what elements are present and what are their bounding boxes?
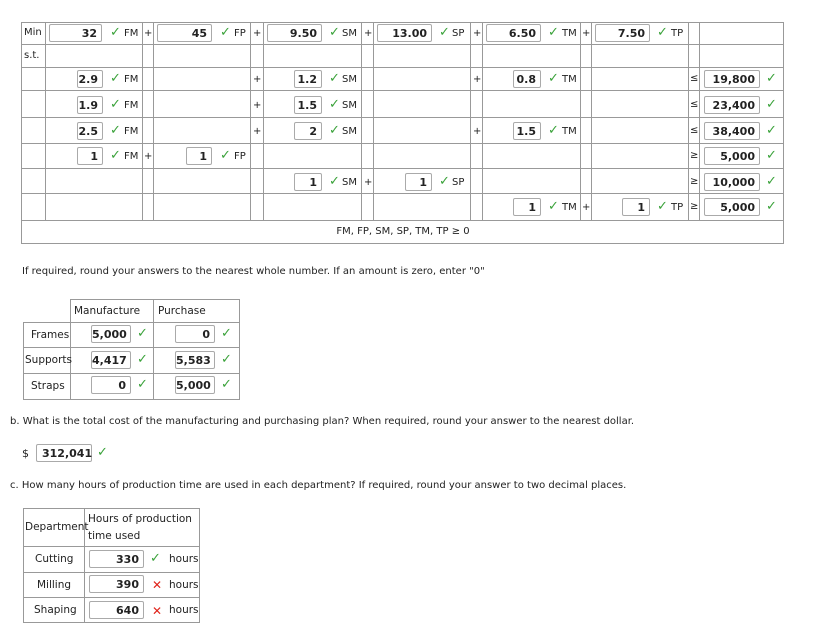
- check-icon: ✓: [150, 551, 161, 566]
- var-label: SM: [342, 100, 357, 111]
- header-purchase: Purchase: [158, 305, 206, 317]
- check-icon: ✓: [548, 123, 559, 138]
- divider: [470, 22, 471, 220]
- divider: [580, 22, 581, 220]
- c4-fm-coef[interactable]: 1: [77, 147, 103, 165]
- check-icon: ✓: [766, 199, 777, 214]
- check-icon: ✓: [329, 71, 340, 86]
- relation-sign: ≤: [690, 73, 699, 84]
- check-icon: ✓: [137, 377, 148, 392]
- c2-fm-coef[interactable]: 1.9: [77, 96, 103, 114]
- check-icon: ✓: [110, 148, 121, 163]
- divider: [45, 22, 46, 220]
- row-label-frames: Frames: [31, 329, 70, 341]
- shaping-hours-input[interactable]: 640: [89, 601, 144, 619]
- x-icon: ✕: [152, 604, 163, 618]
- header-manufacture: Manufacture: [74, 305, 141, 317]
- c5-sp-coef[interactable]: 1: [405, 173, 432, 191]
- divider: [688, 22, 689, 220]
- straps-purchase-input[interactable]: 5,000: [175, 376, 215, 394]
- var-label: SM: [342, 28, 357, 39]
- divider: [21, 117, 784, 118]
- row-label-cutting: Cutting: [35, 553, 74, 565]
- obj-coef-sm[interactable]: 9.50: [267, 24, 322, 42]
- check-icon: ✓: [548, 25, 559, 40]
- var-label: FP: [234, 151, 246, 162]
- check-icon: ✓: [220, 25, 231, 40]
- frames-manufacture-input[interactable]: 5,000: [91, 325, 131, 343]
- check-icon: ✓: [221, 377, 232, 392]
- c6-tp-coef[interactable]: 1: [622, 198, 650, 216]
- divider: [23, 373, 240, 374]
- var-label: SM: [342, 126, 357, 137]
- var-label: SM: [342, 177, 357, 188]
- unit-label: hours: [169, 553, 199, 565]
- divider: [21, 193, 784, 194]
- supports-purchase-input[interactable]: 5,583: [175, 351, 215, 369]
- check-icon: ✓: [221, 326, 232, 341]
- var-label: TM: [562, 202, 577, 213]
- var-label: TM: [562, 74, 577, 85]
- divider: [591, 22, 592, 220]
- row-label-shaping: Shaping: [34, 604, 77, 616]
- check-icon: ✓: [329, 174, 340, 189]
- check-icon: ✓: [329, 123, 340, 138]
- check-icon: ✓: [439, 174, 450, 189]
- divider: [21, 67, 784, 68]
- total-cost-input[interactable]: 312,041: [36, 444, 92, 462]
- divider: [250, 22, 251, 220]
- plus-sign: +: [582, 28, 591, 39]
- divider: [153, 299, 154, 400]
- nonneg-constraint: FM, FP, SM, SP, TM, TP ≥ 0: [336, 226, 470, 237]
- plus-sign: +: [253, 74, 262, 85]
- var-label: FM: [124, 126, 139, 137]
- min-label: Min: [24, 27, 42, 38]
- instruction-text: If required, round your answers to the nearest whole number. If an amount is zero, enter "0": [22, 266, 485, 277]
- check-icon: ✓: [657, 199, 668, 214]
- relation-sign: ≥: [690, 201, 699, 212]
- c4-rhs[interactable]: 5,000: [704, 147, 760, 165]
- c1-rhs[interactable]: 19,800: [704, 70, 760, 88]
- check-icon: ✓: [657, 25, 668, 40]
- obj-coef-fp[interactable]: 45: [157, 24, 212, 42]
- supports-manufacture-input[interactable]: 4,417: [91, 351, 131, 369]
- divider: [23, 546, 200, 547]
- var-label: FM: [124, 100, 139, 111]
- var-label: FM: [124, 151, 139, 162]
- divider: [153, 22, 154, 220]
- divider: [699, 22, 700, 220]
- currency-symbol: $: [22, 447, 29, 460]
- unit-label: hours: [169, 579, 199, 591]
- divider: [21, 44, 784, 45]
- plus-sign: +: [253, 126, 262, 137]
- var-label: TM: [562, 126, 577, 137]
- row-label-supports: Supports: [25, 354, 72, 366]
- c2-sm-coef[interactable]: 1.5: [294, 96, 322, 114]
- plus-sign: +: [473, 74, 482, 85]
- c6-tm-coef[interactable]: 1: [513, 198, 541, 216]
- check-icon: ✓: [766, 71, 777, 86]
- c5-sm-coef[interactable]: 1: [294, 173, 322, 191]
- x-icon: ✕: [152, 578, 163, 592]
- divider: [23, 347, 240, 348]
- divider: [482, 22, 483, 220]
- header-hours-line2: time used: [88, 530, 141, 542]
- check-icon: ✓: [97, 445, 108, 460]
- row-label-milling: Milling: [37, 579, 72, 591]
- check-icon: ✓: [110, 71, 121, 86]
- obj-coef-tp[interactable]: 7.50: [595, 24, 650, 42]
- plus-sign: +: [364, 177, 373, 188]
- check-icon: ✓: [329, 97, 340, 112]
- cutting-hours-input[interactable]: 330: [89, 550, 144, 568]
- obj-coef-sp[interactable]: 13.00: [377, 24, 432, 42]
- relation-sign: ≥: [690, 176, 699, 187]
- var-label: TP: [671, 202, 684, 213]
- check-icon: ✓: [766, 174, 777, 189]
- c1-sm-coef[interactable]: 1.2: [294, 70, 322, 88]
- c6-rhs[interactable]: 5,000: [704, 198, 760, 216]
- c3-sm-coef[interactable]: 2: [294, 122, 322, 140]
- c5-rhs[interactable]: 10,000: [704, 173, 760, 191]
- question-c: c. How many hours of production time are used in each department? If required, round your answer to two decimal places.: [10, 480, 627, 491]
- c1-tm-coef[interactable]: 0.8: [513, 70, 541, 88]
- c2-rhs[interactable]: 23,400: [704, 96, 760, 114]
- milling-hours-input[interactable]: 390: [89, 575, 144, 593]
- divider: [21, 220, 784, 221]
- header-department: Department: [25, 521, 89, 533]
- check-icon: ✓: [137, 326, 148, 341]
- c1-fm-coef[interactable]: 2.9: [77, 70, 103, 88]
- frames-purchase-input[interactable]: 0: [175, 325, 215, 343]
- c3-rhs[interactable]: 38,400: [704, 122, 760, 140]
- check-icon: ✓: [110, 123, 121, 138]
- plus-sign: +: [582, 202, 591, 213]
- relation-sign: ≤: [690, 125, 699, 136]
- obj-coef-tm[interactable]: 6.50: [486, 24, 541, 42]
- c3-tm-coef[interactable]: 1.5: [513, 122, 541, 140]
- divider: [23, 597, 200, 598]
- header-hours-line1: Hours of production: [88, 513, 192, 525]
- divider: [263, 22, 264, 220]
- divider: [23, 572, 200, 573]
- check-icon: ✓: [766, 97, 777, 112]
- var-label: SP: [452, 177, 465, 188]
- check-icon: ✓: [329, 25, 340, 40]
- plus-sign: +: [144, 151, 153, 162]
- divider: [21, 143, 784, 144]
- check-icon: ✓: [548, 199, 559, 214]
- relation-sign: ≥: [690, 150, 699, 161]
- plus-sign: +: [364, 28, 373, 39]
- plus-sign: +: [473, 28, 482, 39]
- c4-fp-coef[interactable]: 1: [186, 147, 212, 165]
- var-label: TP: [671, 28, 684, 39]
- var-label: FP: [234, 28, 246, 39]
- var-label: FM: [124, 28, 139, 39]
- plus-sign: +: [144, 28, 153, 39]
- divider: [21, 168, 784, 169]
- obj-coef-fm[interactable]: 32: [49, 24, 102, 42]
- relation-sign: ≤: [690, 99, 699, 110]
- plus-sign: +: [253, 28, 262, 39]
- var-label: TM: [562, 28, 577, 39]
- plus-sign: +: [253, 100, 262, 111]
- var-label: SM: [342, 74, 357, 85]
- check-icon: ✓: [548, 71, 559, 86]
- divider: [373, 22, 374, 220]
- check-icon: ✓: [220, 148, 231, 163]
- divider: [23, 322, 240, 323]
- check-icon: ✓: [221, 352, 232, 367]
- check-icon: ✓: [110, 25, 121, 40]
- check-icon: ✓: [766, 123, 777, 138]
- unit-label: hours: [169, 604, 199, 616]
- check-icon: ✓: [137, 352, 148, 367]
- plus-sign: +: [473, 126, 482, 137]
- divider: [361, 22, 362, 220]
- var-label: SP: [452, 28, 465, 39]
- row-label-straps: Straps: [31, 380, 65, 392]
- question-b: b. What is the total cost of the manufacturing and purchasing plan? When required, round your answer to the nearest dollar.: [10, 416, 635, 427]
- divider: [142, 22, 143, 220]
- check-icon: ✓: [766, 148, 777, 163]
- check-icon: ✓: [110, 97, 121, 112]
- c3-fm-coef[interactable]: 2.5: [77, 122, 103, 140]
- st-label: s.t.: [24, 50, 40, 61]
- var-label: FM: [124, 74, 139, 85]
- check-icon: ✓: [439, 25, 450, 40]
- divider: [21, 90, 784, 91]
- straps-manufacture-input[interactable]: 0: [91, 376, 131, 394]
